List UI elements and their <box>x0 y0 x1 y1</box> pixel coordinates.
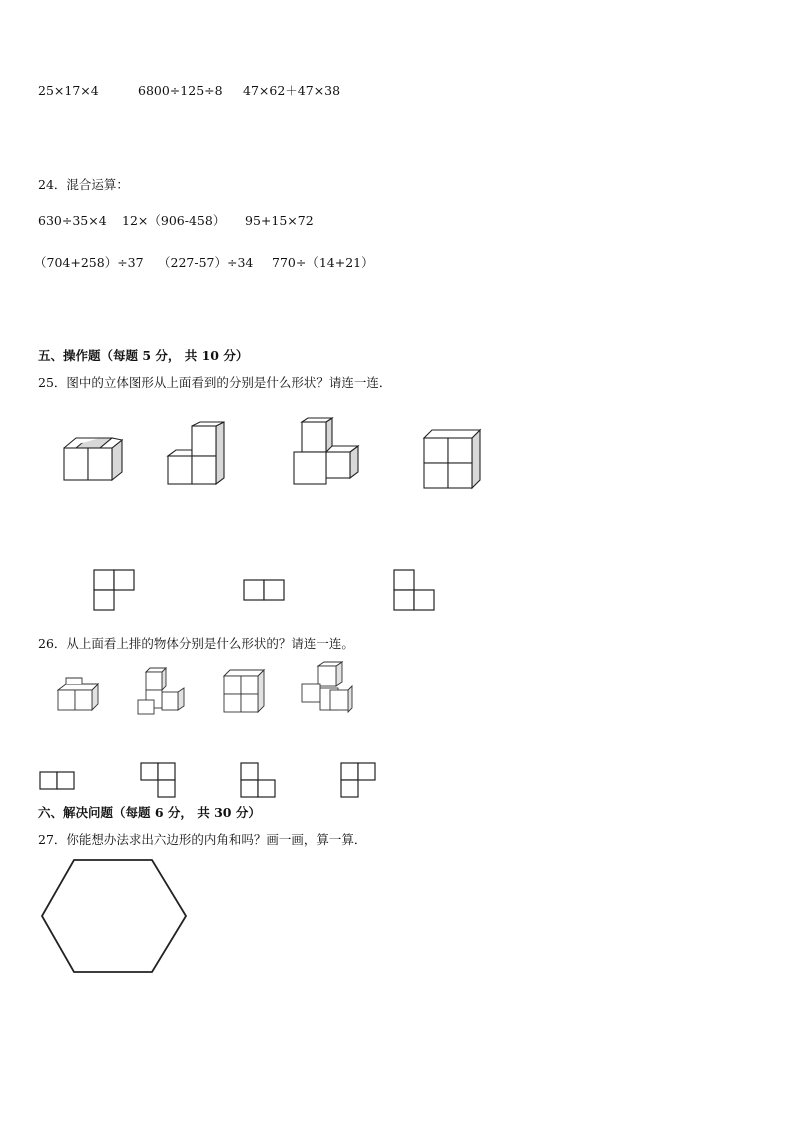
q24-expression-6: 770÷（14+21） <box>272 255 374 270</box>
q24-expression-1: 630÷35×4 <box>38 213 107 228</box>
q26-top-view-1 <box>39 770 77 792</box>
q25-solid-1 <box>60 432 130 486</box>
q26-solid-4 <box>298 660 356 716</box>
q25-solid-4 <box>418 428 488 492</box>
expression-3: 47×62＋47×38 <box>243 83 341 98</box>
q26-top-view-4 <box>339 762 379 800</box>
q25-top-view-2 <box>242 578 288 602</box>
q26-top-view-3 <box>239 762 277 800</box>
q26-solid-3 <box>220 666 270 716</box>
q24-expression-2: 12×（906-458） <box>122 213 226 228</box>
question-27-text: 27．你能想办法求出六边形的内角和吗？画一画，算一算． <box>38 832 367 847</box>
expression-2: 6800÷125÷8 <box>138 83 223 98</box>
section-6-heading: 六、解决问题（每题 6 分， 共 30 分） <box>38 805 261 820</box>
q26-solid-2 <box>134 664 190 718</box>
q26-solid-1 <box>56 676 104 714</box>
hexagon-figure <box>40 858 190 978</box>
expression-1: 25×17×4 <box>38 83 99 98</box>
q24-expression-4: （704+258）÷37 <box>34 255 144 270</box>
q25-top-view-3 <box>392 568 438 612</box>
q25-solid-2 <box>162 422 232 488</box>
question-24-title: 24．混合运算： <box>38 177 129 192</box>
section-5-heading: 五、操作题（每题 5 分， 共 10 分） <box>38 348 249 363</box>
q24-expression-5: （227-57）÷34 <box>158 255 254 270</box>
q24-expression-3: 95+15×72 <box>245 213 314 228</box>
q26-top-view-2 <box>139 762 177 800</box>
q25-solid-3 <box>288 416 364 490</box>
q25-top-view-1 <box>92 568 138 612</box>
question-26-text: 26．从上面看上排的物体分别是什么形状的？请连一连。 <box>38 636 354 651</box>
question-25-text: 25．图中的立体图形从上面看到的分别是什么形状？请连一连． <box>38 375 392 390</box>
